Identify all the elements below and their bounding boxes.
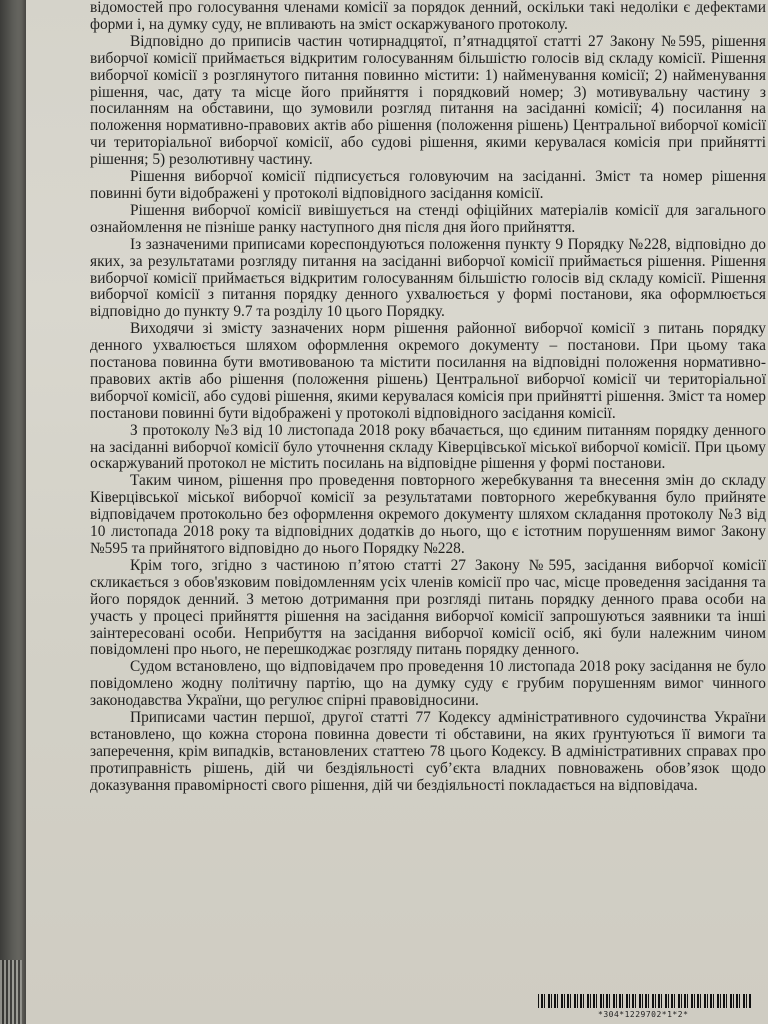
document-body <box>90 0 766 795</box>
paragraph-4: Рішення виборчої комісії вивішується на стенді офіційних матеріалів комісії для загального ознайомлення не пізніше ранку наступного дня після дня його прийняття. <box>90 201 766 236</box>
paragraph-10: Судом встановлено, що відповідачем про проведення 10 листопада 2018 року засідання не було повідомлено жодну політичну партію, що на думку суду є грубим порушенням вимог чинного законодавства України, що регулює спірні правовідносини. <box>90 658 766 710</box>
paragraph-5: Із зазначеними приписами кореспондуються положення пункту 9 Порядку №228, відповідно до яких, за результатами розгляду питання на засіданні виборчої комісії приймається рішення. Рішення виборчої комісії приймається відкритим голосуванням більшістю голосів від складу комісії. Рішення виборчої комісії з питання порядку денного ухвалюється у формі постанови, яка оформлюється відповідно до пункту 9.7 та розділу 10 цього Порядку. <box>90 235 766 321</box>
paper-sheet <box>26 0 768 1024</box>
paragraph-2: Відповідно до приписів частин чотирнадцятої, п’ятнадцятої статті 27 Закону №595, рішення виборчої комісії приймається відкритим голосуванням більшістю голосів від складу комісії. Рішення виборчої комісії з розглянутого питання повинно містити: 1) найменування комісії; 2) найменування рішення, час, дату та місце його прийняття і порядковий номер; 3) мотивувальну частину з посиланням на обставини, що зумовили розгляд питання на засіданні комісії; 4) посилання на положення нормативно-правових актів або рішення (положення рішень) Центральної виборчої комісії чи територіальної виборчої комісії, або судові рішення, якими керувалася комісія при прийнятті рішення; 5) резолютивну частину. <box>90 32 766 169</box>
paragraph-9: Крім того, згідно з частиною п’ятою статті 27 Закону №595, засідання виборчої комісії скликається з обов'язковим повідомленням усіх членів комісії про час, місце проведення засідання та його порядок денний. З метою дотримання при розгляді питань порядку денного права особи на участь у процесі прийняття рішення на засідання виборчої комісії запрошуються заявники та інші заінтересовані особи. Неприбуття на засідання виборчої комісії осіб, які були належним чином повідомлені про нього, не перешкоджає розгляду питань порядку денного. <box>90 556 766 659</box>
binder-strip <box>0 960 22 1024</box>
barcode <box>538 994 752 1008</box>
paragraph-3: Рішення виборчої комісії підписується головуючим на засіданні. Зміст та номер рішення повинні бути відображені у протоколі відповідного засідання комісії. <box>90 168 766 202</box>
paragraph-11: Приписами частин першої, другої статті 77 Кодексу адміністративного судочинства України встановлено, що кожна сторона повинна довести ті обставини, на яких ґрунтуються її вимоги та заперечення, крім випадків, встановлених статтею 78 цього Кодексу. В адміністративних справах про протиправність рішень, дій чи бездіяльності суб’єкта владних повноважень обов’язок щодо доказування правомірності свого рішення, дій чи бездіяльності покладається на відповідача. <box>90 709 766 794</box>
paragraph-8: Таким чином, рішення про проведення повторного жеребкування та внесення змін до складу Ківерцівської міської виборчої комісії за результатами повторного жеребкування було прийняте відповідачем протокольно без оформлення окремого документу шляхом складання протоколу №3 від 10 листопада 2018 року та відповідних додатків до нього, що є істотним порушенням вимог Закону №595 та прийнятого відповідно до нього Порядку №228. <box>90 472 766 557</box>
paragraph-7: З протоколу №3 від 10 листопада 2018 року вбачається, що єдиним питанням порядку денного на засіданні виборчої комісії було уточнення складу Ківерцівської міської виборчої комісії. При цьому оскаржуваний протокол не містить посилань на відповідне рішення у формі постанови. <box>90 421 766 473</box>
paragraph-6: Виходячи зі змісту зазначених норм рішення районної виборчої комісії з питань порядку денного ухвалюється шляхом оформлення окремого документу – постанови. При цьому така постанова повинна бути вмотивованою та містити посилання на відповідні положення нормативно-правових актів або рішення (положення рішень) Центральної виборчої комісії чи територіальної виборчої комісії, або судові рішення, якими керувалася комісія при прийнятті рішення. Зміст та номер постанови повинні бути відображені у протоколі відповідного засідання комісії. <box>90 320 766 422</box>
barcode-number: *304*1229702*1*2* <box>598 1010 689 1019</box>
paragraph-1: відомостей про голосування членами комісії за порядок денний, оскільки такі недоліки є дефектами форми і, на думку суду, не впливають на зміст оскаржуваного протоколу. <box>90 0 766 33</box>
